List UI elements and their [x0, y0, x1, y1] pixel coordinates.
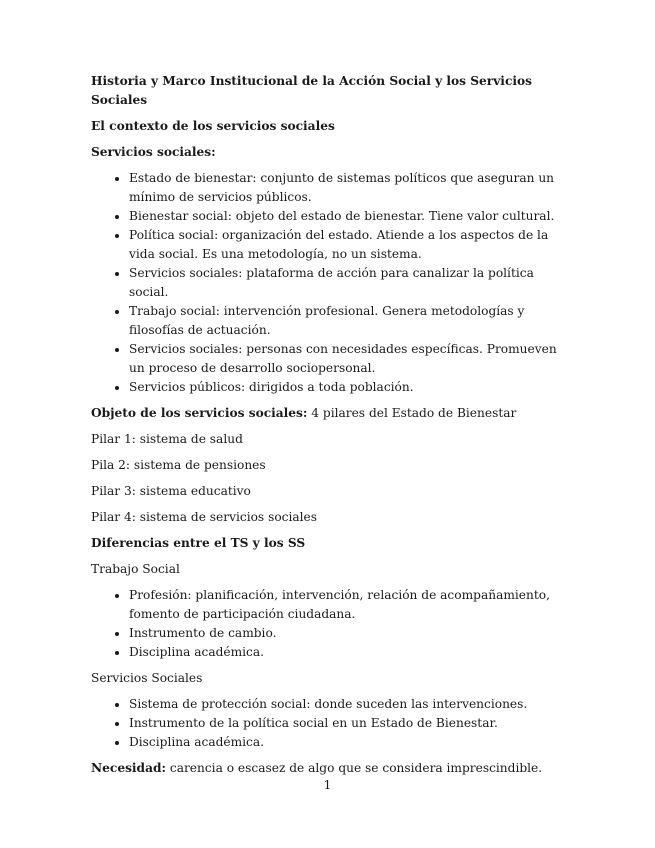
services-heading: Servicios sociales:: [91, 145, 216, 159]
section-subtitle: El contexto de los servicios sociales: [91, 119, 335, 133]
pilar-line: Pila 2: sistema de pensiones: [91, 458, 266, 472]
list-item: • Servicios sociales: plataforma de acción para canalizar la política social.: [129, 264, 569, 302]
objeto-label: Objeto de los servicios sociales:: [91, 406, 308, 420]
list-item: • Servicios sociales: personas con necesidades específicas. Promueven un proceso de desarrollo sociopersonal.: [129, 340, 569, 378]
pilar-line: Pilar 4: sistema de servicios sociales: [91, 510, 318, 524]
pilar-line: Pilar 3: sistema educativo: [91, 484, 251, 498]
ss-label: Servicios Sociales: [91, 671, 203, 685]
list-item: • Bienestar social: objeto del estado de bienestar. Tiene valor cultural.: [129, 207, 569, 226]
services-list: [91, 169, 569, 397]
pilar-line: Pilar 1: sistema de salud: [91, 432, 243, 446]
necesidad-label: Necesidad:: [91, 761, 166, 775]
ts-list: [91, 586, 569, 662]
list-item: • Profesión: planificación, intervención, relación de acompañamiento, fomento de participación ciudadana.: [129, 586, 569, 624]
ss-list: [91, 695, 569, 752]
necesidad-paragraph: [91, 759, 569, 778]
necesidad-text: carencia o escasez de algo que se considera imprescindible.: [166, 761, 543, 775]
list-item: • Sistema de protección social: donde suceden las intervenciones.: [129, 695, 569, 714]
objeto-text: 4 pilares del Estado de Bienestar: [307, 406, 517, 420]
list-item: • Disciplina académica.: [129, 733, 569, 752]
document-page: [91, 72, 569, 785]
list-item: • Instrumento de la política social en un Estado de Bienestar.: [129, 714, 569, 733]
diferencias-heading: Diferencias entre el TS y los SS: [91, 536, 306, 550]
list-item: • Estado de bienestar: conjunto de sistemas políticos que aseguran un mínimo de servicios públicos.: [129, 169, 569, 207]
list-item: • Política social: organización del estado. Atiende a los aspectos de la vida social. Es una metodología, no un sistema.: [129, 226, 569, 264]
page-number: 1: [323, 778, 332, 792]
list-item: • Instrumento de cambio.: [129, 624, 569, 643]
ts-label: Trabajo Social: [91, 562, 180, 576]
objeto-paragraph: [91, 404, 569, 423]
list-item: • Trabajo social: intervención profesional. Genera metodologías y filosofías de actuación.: [129, 302, 569, 340]
list-item: • Servicios públicos: dirigidos a toda población.: [129, 378, 569, 397]
list-item: • Disciplina académica.: [129, 643, 569, 662]
document-title: Historia y Marco Institucional de la Acción Social y los Servicios Sociales: [91, 74, 532, 107]
